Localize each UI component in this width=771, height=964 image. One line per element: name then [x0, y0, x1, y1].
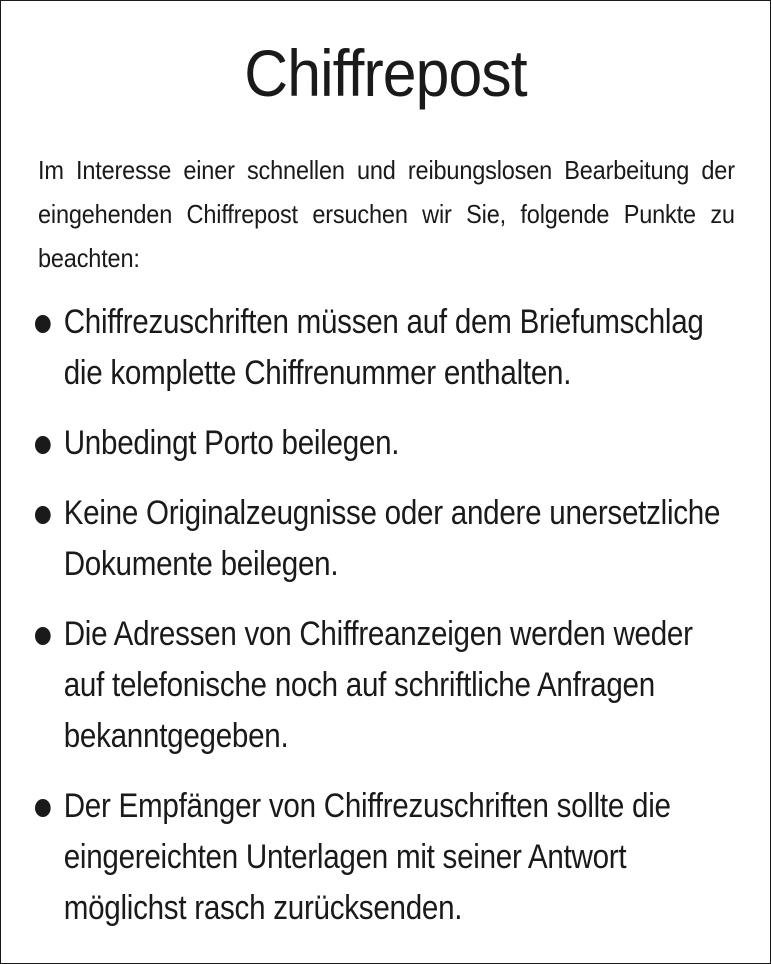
- list-item-text: Der Empfänger von Chiffrezuschriften sollte die eingereichten Unterlagen mit seiner Antwort möglichst rasch zurücksenden.: [63, 787, 671, 927]
- bullet-icon: [35, 506, 51, 524]
- list-item: [35, 297, 722, 399]
- list-item: [35, 418, 722, 469]
- list-item: [35, 609, 722, 762]
- bullet-icon: [35, 627, 51, 645]
- list-item: [35, 488, 722, 590]
- bullet-icon: [35, 315, 51, 333]
- bullet-icon: [35, 436, 51, 454]
- list-item: [35, 781, 722, 934]
- list-item-text: Chiffrezuschriften müssen auf dem Briefumschlag die komplette Chiffrenummer enthalten.: [63, 303, 704, 392]
- list-item-text: Die Adressen von Chiffreanzeigen werden weder auf telefonische noch auf schriftliche Anfragen bekanntgegeben.: [63, 615, 693, 755]
- list-item-text: Keine Originalzeugnisse oder andere unersetzliche Dokumente beilegen.: [63, 494, 721, 583]
- list-item-text: Unbedingt Porto beilegen.: [63, 424, 400, 462]
- intro-paragraph: Im Interesse einer schnellen und reibungslosen Bearbeitung der eingehenden Chiffrepost ersuchen wir Sie, folgende Punkte zu beachten:: [38, 155, 735, 273]
- page-title: Chiffrepost: [244, 36, 527, 110]
- bullet-icon: [35, 799, 51, 817]
- bullet-list: [35, 297, 722, 953]
